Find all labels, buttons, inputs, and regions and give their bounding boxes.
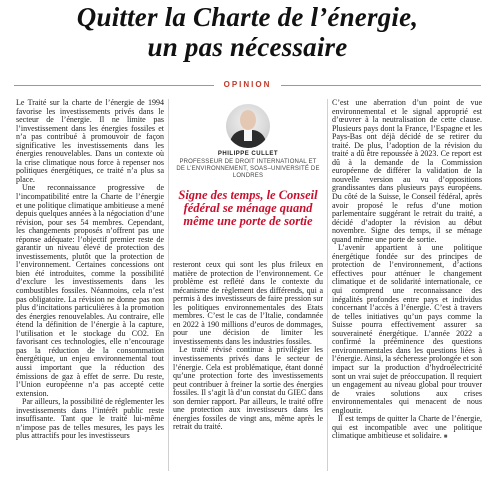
headline-line-1: Quitter la Charte de l’énergie, bbox=[76, 2, 419, 32]
paragraph-final bbox=[332, 415, 482, 442]
column-divider bbox=[168, 99, 169, 471]
paragraph: Le traité révisé continue à privilégier les investissements privés dans le secteur de l’énergie. Cela est problématique, étant donné qu’une protection forte des investissements peut contribuer à freiner la sortie des énergies fossiles. Il s’agit là d’un constat du GIEC dans son dernier rapport. Par ailleurs, le traité offre une protection aux investisseurs dans les énergies fossiles de vingt ans, même après le retrait du traité. bbox=[173, 345, 323, 432]
paragraph: C’est une aberration d’un point de vue environnemental et le signal approprié est d’œuvrer à la neutralisation de cette clause. Plusieurs pays dont la France, l’Espagne et les Pays-Bas ont déjà décidé de se retirer du traité. De plus, l’adoption de la révision du traité a dû être repoussée à 2023. Ce report est dû à la demande de la Commission européenne de différer la validation de la nouvelle version au vu d’oppositions grandissantes dans plusieurs pays européens. Du côté de la Suisse, le Conseil fédéral, après avoir proposé le refus d’une motion parlementaire suggérant le retrait du traité, a décidé d’adopter la révision au début novembre. Signe des temps, il se ménage quand même une porte de sortie. bbox=[332, 98, 482, 244]
headline-line-2: un pas nécessaire bbox=[147, 32, 348, 62]
paragraph: Une reconnaissance progressive de l’incompatibilité entre la Charte de l’énergie et une politique climatique ambitieuse a mené depuis quelques années à la négociation d’une révision, pour ses 54 membres. Cependant, les changements proposés n’offrent pas une réponse adéquate: l’objectif premier reste de garantir un niveau élevé de protection des investissements, plutôt que la protection de l’environnement. Certaines concessions ont bien été introduites, comme la possibilité d’exclure les investissements dans les combustibles fossiles. Néanmoins, cela n’est pas obligatoire. La révision ne donne pas non plus d’incitations particulières à la promotion des énergies renouvelables. Au contraire, elle étend la définition de l’énergie à la capture, l’utilisation et le stockage du CO2. En favorisant ces technologies, elle n’encourage pas la réduction de la consommation énergétique, un enjeu environnemental tout aussi important que la réduction des émissions de gaz à effet de serre. Du reste, l’Union européenne n’a pas accepté cette extension. bbox=[16, 183, 164, 398]
author-title: PROFESSEUR DE DROIT INTERNATIONAL ET DE L’ENVIRONNEMENT, SOAS–UNIVERSITÉ DE LONDRES bbox=[176, 159, 320, 179]
paragraph: Par ailleurs, la possibilité de réglementer les investissements dans l’intérêt public reste insuffisante. Tant que le traité lui-même n’impose pas de telles mesures, les pays les plus attractifs pour les investisseurs bbox=[16, 397, 164, 441]
headline bbox=[0, 2, 495, 62]
article-column-1 bbox=[16, 99, 164, 441]
article-column-2 bbox=[173, 261, 323, 432]
pull-quote: Signe des temps, le Conseil fédéral se ménage quand même une porte de sortie bbox=[178, 188, 318, 228]
author-photo bbox=[226, 104, 270, 148]
section-label: OPINION bbox=[223, 80, 272, 89]
paragraph: Le Traité sur la charte de l’énergie de 1994 favorise les investissements privés dans le secteur de l’énergie. Il ne limite pas l’investissement dans les énergies fossiles et n’a pas contribué à promouvoir de façon significative les investissements dans les énergies renouvelables. Dans un contexte où la crise climatique nous force à repenser nos politiques énergétiques, ce traité n’a plus sa place. bbox=[16, 98, 164, 184]
author-name: PHILIPPE CULLET bbox=[217, 151, 279, 157]
section-rule-right bbox=[281, 85, 481, 86]
end-mark-icon: ■ bbox=[443, 434, 448, 441]
paragraph: resteront ceux qui sont les plus frileux en matière de protection de l’environnement. Ce problème est reflété dans le contexte du mécanisme de règlement des différends, qui a permis à des investisseurs de faire pression sur les politiques environnementales des Etats membres. C’est le cas de l’Italie, condamnée en 2022 à 190 millions d’euros de dommages, pour une décision de limiter les investissements dans les industries fossiles. bbox=[173, 260, 323, 346]
paragraph: L’avenir appartient à une politique énergétique fondée sur des principes de protection de l’environnement, d’actions effectives pour atténuer le changement climatique et de solidarité internationale, ce qui comprend une reconnaissance des inégalités profondes entre pays et individus concernant l’accès à l’énergie. C’est à travers de telles initiatives qu’un pays comme la Suisse pourra effectivement assurer sa souveraineté énergétique. L’année 2022 a confirmé la prééminence des questions environnementales dans les questions liées à l’énergie. Ainsi, la sécheresse prolongée et son impact sur la production d’hydroélectricité sont un vrai sujet de préoccupation. Il requiert un engagement au niveau global pour trouver de vraies solutions aux crises environnementales qui menacent de nous engloutir. bbox=[332, 243, 482, 415]
final-text: Il est temps de quitter la Charte de l’énergie, qui est incompatible avec une politique climatique ambitieuse et solidaire. bbox=[332, 414, 482, 441]
article-column-3 bbox=[332, 99, 482, 442]
column-divider bbox=[327, 99, 328, 471]
